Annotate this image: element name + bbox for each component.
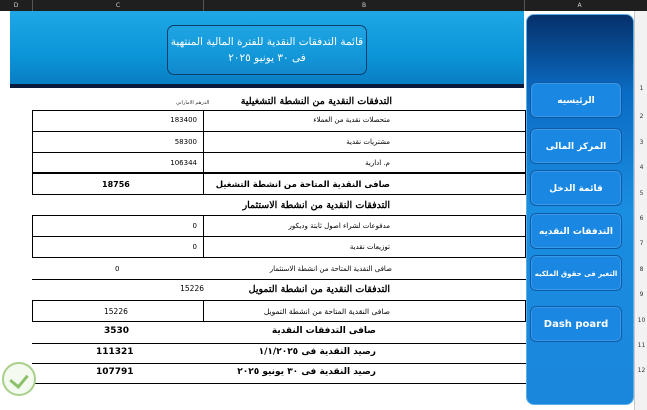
- table-row[interactable]: مشتريات نقدية 58300: [174, 138, 390, 146]
- row-number[interactable]: 9: [639, 291, 644, 298]
- row-header-bar: [634, 11, 647, 410]
- row-number[interactable]: 12: [637, 367, 646, 374]
- column-header-c[interactable]: C: [115, 2, 121, 9]
- banner-divider: [10, 84, 524, 88]
- row-number[interactable]: 8: [639, 266, 644, 273]
- row-number[interactable]: 2: [639, 113, 644, 120]
- row-number[interactable]: 10: [637, 317, 646, 324]
- row-number[interactable]: 7: [639, 240, 644, 247]
- cash-flows-button[interactable]: التدفقات النقديه: [530, 213, 622, 249]
- row-number[interactable]: 3: [639, 139, 644, 146]
- operating-net-row[interactable]: صافى النقدية المتاحة من انشطة التشغيل 18756: [102, 180, 390, 190]
- row-number[interactable]: 6: [639, 215, 644, 222]
- investing-net-row[interactable]: صافى النقدية المتاحة من انشطة الاستثمار 0: [115, 265, 392, 273]
- table-row[interactable]: توزيعات نقدية 0: [192, 243, 390, 251]
- column-header-b[interactable]: B: [361, 2, 367, 9]
- investing-section-header: التدفقات النقدية من انشطة الاستثمار: [242, 200, 390, 211]
- financial-position-button[interactable]: المركز المالى: [530, 128, 622, 164]
- table-row[interactable]: متحصلات نقدية من العملاء 183400: [170, 116, 390, 124]
- home-button[interactable]: الرئيسيه: [530, 82, 622, 118]
- operating-section-header: التدفقات النقدية من النشطة التشغيلية: [240, 96, 392, 107]
- equity-changes-button[interactable]: التغير فى حقوق الملكيه: [530, 255, 622, 291]
- logo-badge: [2, 362, 36, 396]
- financing-net-row[interactable]: صافى النقدية المتاحة من انشطة التمويل 15226: [104, 307, 390, 316]
- dashboard-button[interactable]: Dash poard: [530, 306, 622, 342]
- column-header-a[interactable]: A: [577, 2, 582, 9]
- income-statement-button[interactable]: قائمة الدخل: [530, 170, 622, 206]
- opening-cash-balance-row[interactable]: رصيد النقدية فى ١/١/٢٠٢٥ 111321: [96, 347, 376, 357]
- column-header-d[interactable]: D: [13, 2, 19, 9]
- row-number[interactable]: 11: [637, 342, 646, 349]
- row-number[interactable]: 4: [639, 164, 644, 171]
- check-leaf-icon: [9, 369, 28, 389]
- navigation-panel: [526, 14, 634, 405]
- row-number[interactable]: 1: [639, 85, 644, 92]
- financing-section-header[interactable]: التدفقات النقدية من انشطة التمويل 15226: [180, 284, 390, 295]
- page-title: قائمة التدفقات النقدية للفترة المالية المنتهية فى ٣٠ يونيو ٢٠٢٥: [167, 25, 367, 75]
- row-number[interactable]: 5: [639, 190, 644, 197]
- currency-unit-label: الدرهم الاماراتي: [176, 100, 210, 106]
- table-row[interactable]: مدفوعات لشراء اصول ثابتة وديكور 0: [192, 222, 390, 230]
- column-header-bar: [0, 0, 647, 11]
- closing-cash-balance-row[interactable]: رصيد النقدية فى ٣٠ يونيو ٢٠٢٥ 107791: [96, 367, 376, 377]
- table-row[interactable]: م. ادارية 106344: [170, 159, 390, 167]
- net-cash-flow-row[interactable]: صافى التدفقات النقدية 3530: [104, 326, 376, 336]
